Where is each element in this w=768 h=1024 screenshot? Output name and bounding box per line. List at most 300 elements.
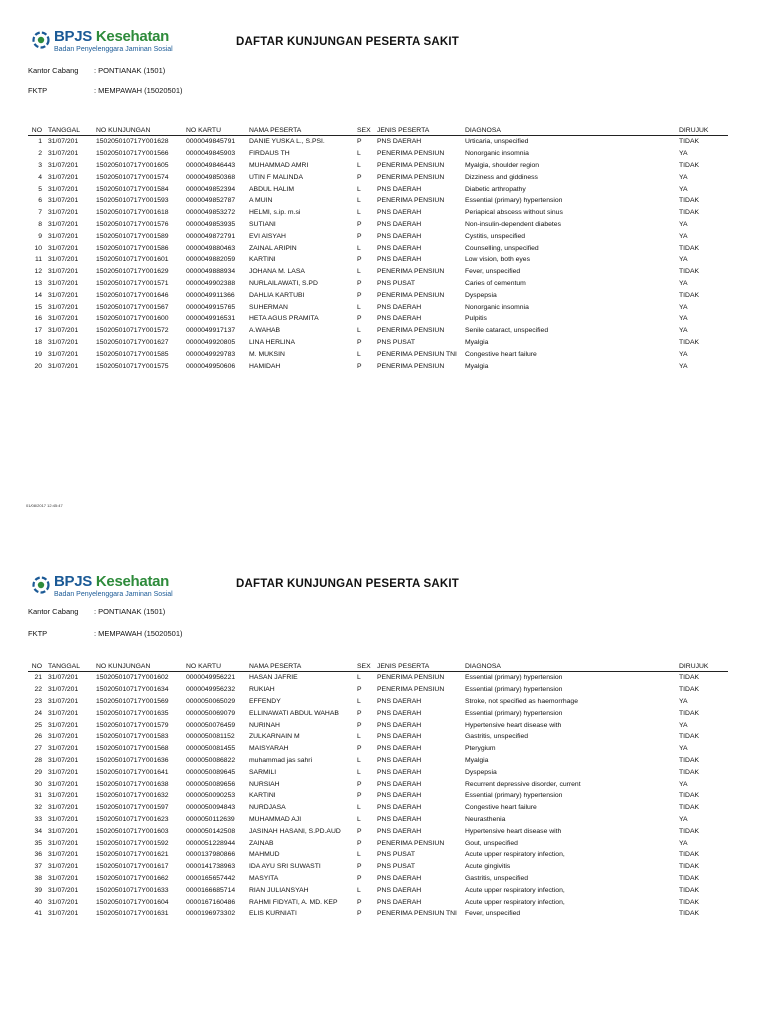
- cell-nama-peserta: HAMIDAH: [249, 362, 281, 370]
- cell-sex: P: [357, 874, 362, 882]
- cell-no: 20: [34, 362, 42, 370]
- table-row: [28, 743, 728, 755]
- cell-tanggal: 31/07/201: [48, 756, 79, 764]
- cell-no-kartu: 0000049917137: [186, 327, 236, 335]
- cell-sex: L: [357, 851, 361, 859]
- cell-jenis-peserta: PNS DAERAH: [377, 827, 422, 835]
- cell-tanggal: 31/07/201: [48, 209, 79, 217]
- table-row: [28, 731, 728, 743]
- cell-no-kunjungan: 150205010717Y001579: [96, 721, 169, 729]
- cell-sex: P: [357, 315, 362, 323]
- cell-dirujuk: TIDAK: [679, 268, 700, 276]
- column-header-no-kunjungan: NO KUNJUNGAN: [96, 660, 186, 672]
- cell-jenis-peserta: PNS PUSAT: [377, 863, 416, 871]
- cell-dirujuk: TIDAK: [679, 338, 700, 346]
- table-row: [28, 289, 728, 301]
- cell-jenis-peserta: PNS DAERAH: [377, 874, 422, 882]
- cell-jenis-peserta: PNS DAERAH: [377, 768, 422, 776]
- cell-tanggal: 31/07/201: [48, 768, 79, 776]
- cell-dirujuk: YA: [679, 839, 688, 847]
- cell-dirujuk: YA: [679, 315, 688, 323]
- cell-no-kunjungan: 150205010717Y001629: [96, 268, 169, 276]
- cell-nama-peserta: ZAINAB: [249, 839, 274, 847]
- cell-diagnosa: Dyspepsia: [465, 768, 497, 776]
- cell-jenis-peserta: PENERIMA PENSIUN: [377, 197, 445, 205]
- cell-tanggal: 31/07/201: [48, 674, 79, 682]
- cell-no: 18: [34, 338, 42, 346]
- cell-diagnosa: Dyspepsia: [465, 291, 497, 299]
- cell-tanggal: 31/07/201: [48, 315, 79, 323]
- cell-jenis-peserta: PNS DAERAH: [377, 745, 422, 753]
- cell-no-kunjungan: 150205010717Y001566: [96, 150, 169, 158]
- cell-diagnosa: Counselling, unspecified: [465, 244, 539, 252]
- cell-diagnosa: Nonorganic insomnia: [465, 303, 529, 311]
- cell-no: 14: [34, 291, 42, 299]
- cell-nama-peserta: FIRDAUS TH: [249, 150, 290, 158]
- cell-jenis-peserta: PENERIMA PENSIUN: [377, 173, 445, 181]
- cell-dirujuk: TIDAK: [679, 197, 700, 205]
- cell-diagnosa: Pterygium: [465, 745, 496, 753]
- visits-table-1: [28, 124, 728, 372]
- cell-tanggal: 31/07/201: [48, 898, 79, 906]
- logo-brand-kesehatan: Kesehatan: [95, 573, 170, 590]
- kantor-label: Kantor Cabang: [28, 66, 79, 75]
- cell-jenis-peserta: PENERIMA PENSIUN TNI: [377, 910, 457, 918]
- cell-no-kartu: 0000049916531: [186, 315, 236, 323]
- table-row: [28, 207, 728, 219]
- cell-sex: P: [357, 792, 362, 800]
- table-row: [28, 278, 728, 290]
- cell-tanggal: 31/07/201: [48, 863, 79, 871]
- cell-no-kunjungan: 150205010717Y001601: [96, 256, 169, 264]
- cell-sex: L: [357, 733, 361, 741]
- cell-no: 36: [34, 851, 42, 859]
- cell-dirujuk: TIDAK: [679, 804, 700, 812]
- table-body: [28, 672, 728, 920]
- cell-no: 12: [34, 268, 42, 276]
- cell-dirujuk: TIDAK: [679, 244, 700, 252]
- cell-no-kunjungan: 150205010717Y001572: [96, 327, 169, 335]
- cell-tanggal: 31/07/201: [48, 804, 79, 812]
- cell-no-kartu: 0000049915765: [186, 303, 236, 311]
- cell-dirujuk: YA: [679, 362, 688, 370]
- cell-no-kartu: 0000049845903: [186, 150, 236, 158]
- cell-no-kartu: 0000049880463: [186, 244, 236, 252]
- cell-no-kunjungan: 150205010717Y001589: [96, 232, 169, 240]
- cell-nama-peserta: RUKIAH: [249, 686, 275, 694]
- cell-dirujuk: YA: [679, 721, 688, 729]
- table-row: [28, 360, 728, 372]
- cell-no: 19: [34, 350, 42, 358]
- cell-diagnosa: Essential (primary) hypertension: [465, 709, 563, 717]
- cell-no: 7: [38, 209, 42, 217]
- cell-tanggal: 31/07/201: [48, 279, 79, 287]
- cell-tanggal: 31/07/201: [48, 197, 79, 205]
- cell-nama-peserta: RAHMI FIDYATI, A. MD. KEP: [249, 898, 338, 906]
- document-title: DAFTAR KUNJUNGAN PESERTA SAKIT: [236, 36, 460, 48]
- table-row: [28, 254, 728, 266]
- cell-tanggal: 31/07/201: [48, 220, 79, 228]
- cell-no-kunjungan: 150205010717Y001593: [96, 197, 169, 205]
- cell-no-kunjungan: 150205010717Y001627: [96, 338, 169, 346]
- cell-no: 6: [38, 197, 42, 205]
- cell-nama-peserta: MUHAMMAD AJI: [249, 815, 302, 823]
- cell-diagnosa: Low vision, both eyes: [465, 256, 530, 264]
- cell-no-kunjungan: 150205010717Y001621: [96, 851, 169, 859]
- cell-no-kartu: 0000049850368: [186, 173, 236, 181]
- cell-nama-peserta: NURSIAH: [249, 780, 280, 788]
- table-row: [28, 861, 728, 873]
- cell-dirujuk: TIDAK: [679, 291, 700, 299]
- cell-jenis-peserta: PNS DAERAH: [377, 792, 422, 800]
- cell-no: 8: [38, 220, 42, 228]
- cell-dirujuk: YA: [679, 815, 688, 823]
- cell-tanggal: 31/07/201: [48, 815, 79, 823]
- cell-diagnosa: Non-insulin-dependent diabetes: [465, 220, 561, 228]
- cell-no-kunjungan: 150205010717Y001567: [96, 303, 169, 311]
- cell-diagnosa: Essential (primary) hypertension: [465, 792, 563, 800]
- cell-no-kartu: 0000051228944: [186, 839, 236, 847]
- cell-nama-peserta: MASYITA: [249, 874, 279, 882]
- cell-no: 22: [34, 686, 42, 694]
- table-header: [28, 660, 728, 672]
- cell-sex: P: [357, 827, 362, 835]
- cell-jenis-peserta: PENERIMA PENSIUN: [377, 362, 445, 370]
- cell-diagnosa: Myalgia: [465, 756, 489, 764]
- cell-sex: L: [357, 150, 361, 158]
- cell-no-kunjungan: 150205010717Y001574: [96, 173, 169, 181]
- cell-no-kunjungan: 150205010717Y001597: [96, 804, 169, 812]
- cell-diagnosa: Gout, unspecified: [465, 839, 518, 847]
- cell-tanggal: 31/07/201: [48, 792, 79, 800]
- cell-no-kartu: 0000050089656: [186, 780, 236, 788]
- cell-no-kartu: 0000165657442: [186, 874, 236, 882]
- logo-subtitle: Badan Penyelenggara Jaminan Sosial: [54, 591, 173, 598]
- cell-diagnosa: Essential (primary) hypertension: [465, 686, 563, 694]
- cell-nama-peserta: NURDJASA: [249, 804, 286, 812]
- column-header-nama-peserta: NAMA PESERTA: [249, 124, 357, 136]
- cell-no: 37: [34, 863, 42, 871]
- cell-dirujuk: TIDAK: [679, 886, 700, 894]
- cell-nama-peserta: SUTIANI: [249, 220, 276, 228]
- cell-no: 15: [34, 303, 42, 311]
- kantor-label: Kantor Cabang: [28, 607, 79, 616]
- cell-no-kunjungan: 150205010717Y001623: [96, 815, 169, 823]
- cell-dirujuk: TIDAK: [679, 138, 700, 146]
- cell-sex: L: [357, 185, 361, 193]
- cell-nama-peserta: muhammad jas sahri: [249, 756, 313, 764]
- cell-no-kartu: 0000049950606: [186, 362, 236, 370]
- cell-diagnosa: Myalgia: [465, 338, 489, 346]
- cell-diagnosa: Neurasthenia: [465, 815, 506, 823]
- cell-diagnosa: Recurrent depressive disorder, current: [465, 780, 581, 788]
- cell-no-kunjungan: 150205010717Y001576: [96, 220, 169, 228]
- table-row: [28, 719, 728, 731]
- logo-subtitle: Badan Penyelenggara Jaminan Sosial: [54, 46, 173, 53]
- cell-sex: P: [357, 745, 362, 753]
- cell-tanggal: 31/07/201: [48, 851, 79, 859]
- cell-dirujuk: TIDAK: [679, 898, 700, 906]
- cell-no: 38: [34, 874, 42, 882]
- cell-no-kartu: 0000141738963: [186, 863, 236, 871]
- cell-jenis-peserta: PNS DAERAH: [377, 886, 422, 894]
- visits-table-2: [28, 660, 728, 920]
- cell-jenis-peserta: PNS DAERAH: [377, 815, 422, 823]
- table-row: [28, 696, 728, 708]
- cell-no-kunjungan: 150205010717Y001617: [96, 863, 169, 871]
- table-row: [28, 896, 728, 908]
- cell-dirujuk: TIDAK: [679, 733, 700, 741]
- cell-diagnosa: Essential (primary) hypertension: [465, 197, 563, 205]
- cell-nama-peserta: EVI AISYAH: [249, 232, 286, 240]
- document-title: DAFTAR KUNJUNGAN PESERTA SAKIT: [236, 578, 460, 590]
- cell-sex: P: [357, 232, 362, 240]
- kantor-value: : PONTIANAK (1501): [94, 66, 166, 75]
- cell-no-kunjungan: 150205010717Y001638: [96, 780, 169, 788]
- cell-diagnosa: Hypertensive heart disease with: [465, 721, 562, 729]
- cell-sex: P: [357, 362, 362, 370]
- cell-no-kunjungan: 150205010717Y001584: [96, 185, 169, 193]
- cell-nama-peserta: MAISYARAH: [249, 745, 289, 753]
- cell-dirujuk: TIDAK: [679, 161, 700, 169]
- cell-no: 25: [34, 721, 42, 729]
- cell-nama-peserta: SARMILI: [249, 768, 277, 776]
- column-header-sex: SEX: [357, 124, 377, 136]
- cell-diagnosa: Gastritis, unspecified: [465, 874, 529, 882]
- column-header-no-kartu: NO KARTU: [186, 660, 249, 672]
- table-row: [28, 325, 728, 337]
- column-header-diagnosa: DIAGNOSA: [465, 660, 605, 672]
- cell-diagnosa: Acute upper respiratory infection,: [465, 898, 565, 906]
- cell-no-kartu: 0000049845791: [186, 138, 236, 146]
- cell-dirujuk: YA: [679, 279, 688, 287]
- cell-no-kartu: 0000050076459: [186, 721, 236, 729]
- cell-no-kunjungan: 150205010717Y001583: [96, 733, 169, 741]
- table-row: [28, 825, 728, 837]
- cell-sex: P: [357, 721, 362, 729]
- cell-sex: L: [357, 327, 361, 335]
- cell-tanggal: 31/07/201: [48, 910, 79, 918]
- cell-no: 28: [34, 756, 42, 764]
- cell-no-kunjungan: 150205010717Y001568: [96, 745, 169, 753]
- cell-no-kunjungan: 150205010717Y001641: [96, 768, 169, 776]
- cell-nama-peserta: DAHLIA KARTUBI: [249, 291, 305, 299]
- cell-no: 16: [34, 315, 42, 323]
- cell-tanggal: 31/07/201: [48, 291, 79, 299]
- cell-no-kunjungan: 150205010717Y001632: [96, 792, 169, 800]
- cell-tanggal: 31/07/201: [48, 780, 79, 788]
- cell-jenis-peserta: PNS DAERAH: [377, 209, 422, 217]
- cell-no-kartu: 0000049852394: [186, 185, 236, 193]
- cell-no: 41: [34, 910, 42, 918]
- cell-no-kartu: 0000049956232: [186, 686, 236, 694]
- cell-dirujuk: YA: [679, 350, 688, 358]
- fktp-row: [28, 629, 183, 638]
- cell-dirujuk: TIDAK: [679, 910, 700, 918]
- cell-no: 26: [34, 733, 42, 741]
- cell-no: 11: [34, 256, 42, 264]
- cell-tanggal: 31/07/201: [48, 161, 79, 169]
- table-row: [28, 707, 728, 719]
- column-header-jenis-peserta: JENIS PESERTA: [377, 660, 465, 672]
- cell-no-kartu: 0000050112639: [186, 815, 235, 823]
- cell-no-kunjungan: 150205010717Y001602: [96, 674, 169, 682]
- cell-jenis-peserta: PNS DAERAH: [377, 185, 422, 193]
- cell-sex: L: [357, 303, 361, 311]
- cell-tanggal: 31/07/201: [48, 244, 79, 252]
- cell-jenis-peserta: PNS PUSAT: [377, 338, 416, 346]
- cell-tanggal: 31/07/201: [48, 686, 79, 694]
- table-row: [28, 301, 728, 313]
- cell-no-kunjungan: 150205010717Y001604: [96, 898, 169, 906]
- column-header-no: NO: [28, 660, 48, 672]
- cell-nama-peserta: SUHERMAN: [249, 303, 288, 311]
- fktp-row: [28, 86, 183, 95]
- cell-diagnosa: Cystitis, unspecified: [465, 232, 526, 240]
- cell-sex: L: [357, 197, 361, 205]
- cell-dirujuk: YA: [679, 256, 688, 264]
- cell-no-kartu: 0000049852787: [186, 197, 236, 205]
- kantor-cabang-row: [28, 607, 166, 616]
- cell-no-kartu: 0000049846443: [186, 161, 236, 169]
- cell-no-kartu: 0000049853272: [186, 209, 236, 217]
- cell-tanggal: 31/07/201: [48, 173, 79, 181]
- cell-sex: L: [357, 756, 361, 764]
- cell-nama-peserta: HETA AGUS PRAMITA: [249, 315, 319, 323]
- cell-tanggal: 31/07/201: [48, 839, 79, 847]
- footer-timestamp: 01/08/2017 12:45:47: [26, 503, 63, 508]
- cell-sex: L: [357, 209, 361, 217]
- cell-no-kartu: 0000049911366: [186, 291, 235, 299]
- cell-diagnosa: Acute upper respiratory infection,: [465, 886, 565, 894]
- kantor-value: : PONTIANAK (1501): [94, 607, 166, 616]
- cell-diagnosa: Stroke, not specified as haemorrhage: [465, 697, 578, 705]
- table-row: [28, 837, 728, 849]
- cell-jenis-peserta: PENERIMA PENSIUN TNI: [377, 350, 457, 358]
- cell-tanggal: 31/07/201: [48, 874, 79, 882]
- cell-no-kartu: 0000050142508: [186, 827, 236, 835]
- logo-brand: BPJS: [54, 28, 92, 45]
- cell-dirujuk: YA: [679, 173, 688, 181]
- cell-no-kunjungan: 150205010717Y001571: [96, 279, 169, 287]
- cell-sex: P: [357, 910, 362, 918]
- cell-dirujuk: TIDAK: [679, 768, 700, 776]
- cell-diagnosa: Acute gingivitis: [465, 863, 511, 871]
- table-row: [28, 337, 728, 349]
- cell-nama-peserta: LINA HERLINA: [249, 338, 296, 346]
- table-row: [28, 171, 728, 183]
- cell-nama-peserta: IDA AYU SRI SUWASTI: [249, 863, 321, 871]
- cell-tanggal: 31/07/201: [48, 721, 79, 729]
- cell-diagnosa: Congestive heart failure: [465, 350, 537, 358]
- cell-dirujuk: YA: [679, 220, 688, 228]
- cell-nama-peserta: A MUIN: [249, 197, 273, 205]
- cell-jenis-peserta: PNS PUSAT: [377, 279, 416, 287]
- cell-no-kunjungan: 150205010717Y001635: [96, 709, 169, 717]
- table-row: [28, 884, 728, 896]
- cell-tanggal: 31/07/201: [48, 745, 79, 753]
- table-row: [28, 814, 728, 826]
- table-body: [28, 136, 728, 372]
- cell-diagnosa: Hypertensive heart disease with: [465, 827, 562, 835]
- table-row: [28, 908, 728, 920]
- cell-nama-peserta: ABDUL HALIM: [249, 185, 295, 193]
- cell-jenis-peserta: PENERIMA PENSIUN: [377, 686, 445, 694]
- cell-no-kunjungan: 150205010717Y001631: [96, 910, 169, 918]
- cell-no-kunjungan: 150205010717Y001585: [96, 350, 169, 358]
- cell-tanggal: 31/07/201: [48, 886, 79, 894]
- column-header-sex: SEX: [357, 660, 377, 672]
- cell-tanggal: 31/07/201: [48, 150, 79, 158]
- table-row: [28, 219, 728, 231]
- cell-diagnosa: Acute upper respiratory infection,: [465, 851, 565, 859]
- cell-no-kartu: 0000196973302: [186, 910, 236, 918]
- cell-nama-peserta: MUHAMMAD AMRI: [249, 161, 309, 169]
- table-row: [28, 148, 728, 160]
- cell-nama-peserta: HELMI, s.ip. m.si: [249, 209, 301, 217]
- cell-jenis-peserta: PNS DAERAH: [377, 721, 422, 729]
- table-header: [28, 124, 728, 136]
- table-row: [28, 849, 728, 861]
- cell-nama-peserta: UTIN F MALINDA: [249, 173, 304, 181]
- cell-no-kartu: 0000050081455: [186, 745, 236, 753]
- cell-nama-peserta: ELIS KURNIATI: [249, 910, 297, 918]
- cell-no-kunjungan: 150205010717Y001605: [96, 161, 169, 169]
- table-row: [28, 242, 728, 254]
- fktp-label: FKTP: [28, 86, 48, 95]
- cell-diagnosa: Periapical abscess without sinus: [465, 209, 563, 217]
- cell-sex: L: [357, 815, 361, 823]
- cell-jenis-peserta: PNS DAERAH: [377, 804, 422, 812]
- cell-jenis-peserta: PENERIMA PENSIUN: [377, 161, 445, 169]
- column-header-no-kartu: NO KARTU: [186, 124, 249, 136]
- cell-no-kartu: 0000167160486: [186, 898, 236, 906]
- cell-dirujuk: YA: [679, 150, 688, 158]
- table-row: [28, 778, 728, 790]
- cell-no: 32: [34, 804, 42, 812]
- cell-no-kunjungan: 150205010717Y001600: [96, 315, 169, 323]
- cell-no-kartu: 0000050081152: [186, 733, 235, 741]
- cell-dirujuk: TIDAK: [679, 874, 700, 882]
- logo-brand-kesehatan: Kesehatan: [95, 28, 170, 45]
- table-row: [28, 160, 728, 172]
- cell-diagnosa: Senile cataract, unspecified: [465, 327, 549, 335]
- cell-tanggal: 31/07/201: [48, 733, 79, 741]
- cell-tanggal: 31/07/201: [48, 709, 79, 717]
- cell-no-kunjungan: 150205010717Y001662: [96, 874, 169, 882]
- cell-nama-peserta: M. MUKSIN: [249, 350, 285, 358]
- cell-no-kunjungan: 150205010717Y001586: [96, 244, 169, 252]
- cell-no-kunjungan: 150205010717Y001634: [96, 686, 169, 694]
- cell-dirujuk: YA: [679, 697, 688, 705]
- cell-sex: P: [357, 863, 362, 871]
- column-header-tanggal: TANGGAL: [48, 660, 96, 672]
- cell-dirujuk: TIDAK: [679, 674, 700, 682]
- cell-tanggal: 31/07/201: [48, 256, 79, 264]
- cell-diagnosa: Dizziness and giddiness: [465, 173, 538, 181]
- cell-no: 10: [34, 244, 42, 252]
- bpjs-emblem-icon: [32, 31, 50, 49]
- cell-diagnosa: Diabetic arthropathy: [465, 185, 526, 193]
- cell-sex: P: [357, 138, 362, 146]
- cell-no: 33: [34, 815, 42, 823]
- table-row: [28, 802, 728, 814]
- cell-no: 13: [34, 279, 42, 287]
- cell-dirujuk: YA: [679, 303, 688, 311]
- cell-no-kartu: 0000166685714: [186, 886, 236, 894]
- cell-no: 5: [38, 185, 42, 193]
- cell-no-kartu: 0000049902388: [186, 279, 236, 287]
